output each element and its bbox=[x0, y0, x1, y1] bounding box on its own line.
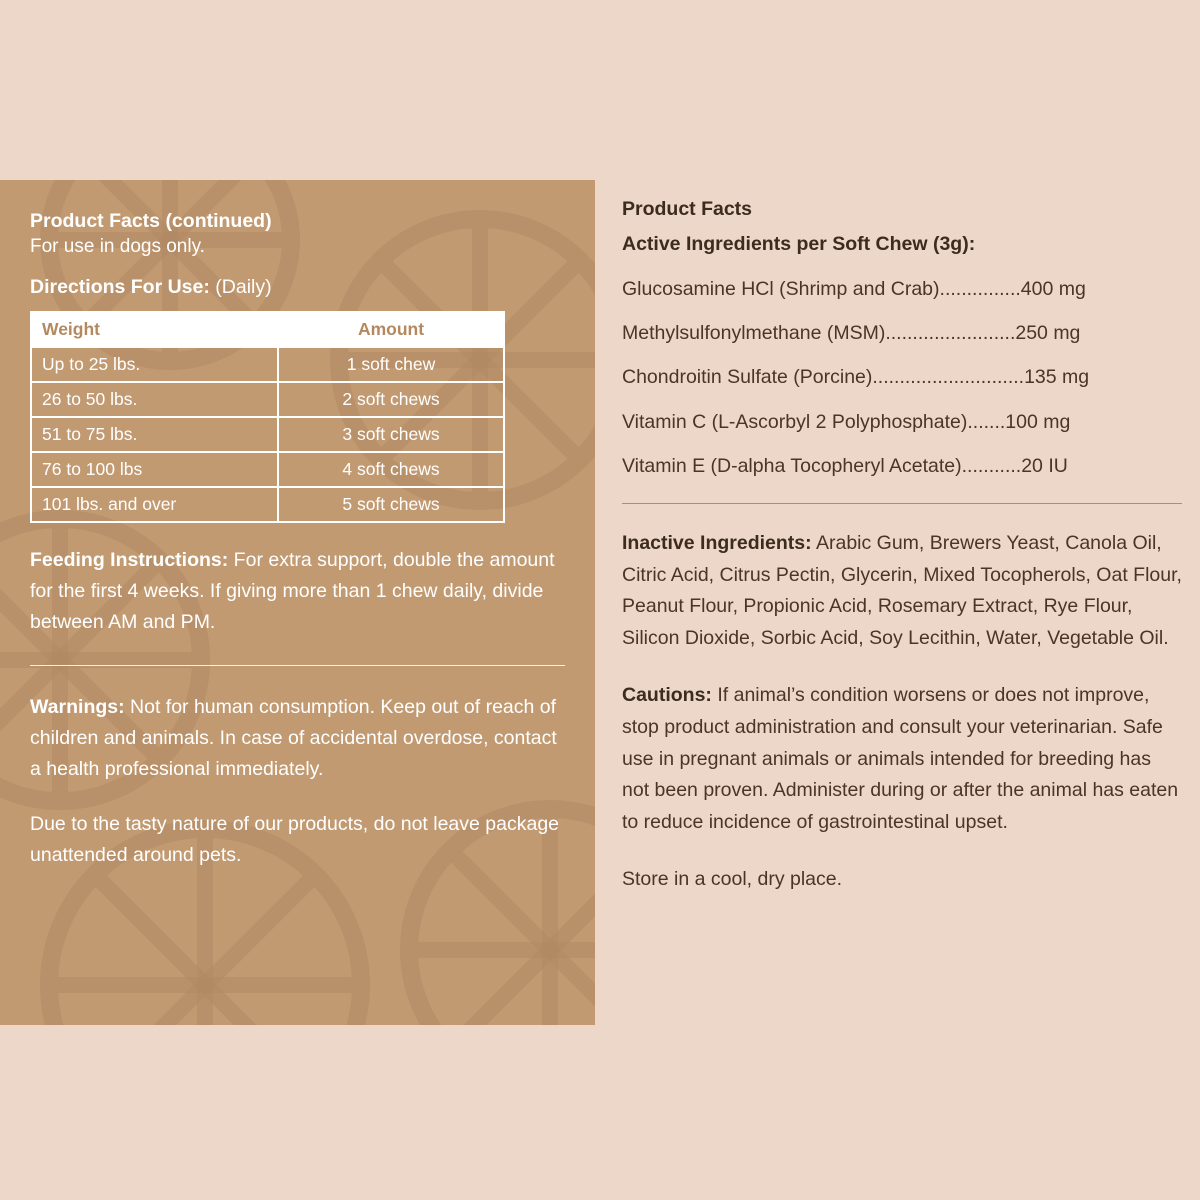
dosage-table bbox=[30, 311, 505, 523]
feeding-instructions bbox=[30, 545, 567, 639]
right-panel bbox=[622, 198, 1182, 922]
directions-heading bbox=[30, 276, 567, 299]
cell-amount: 5 soft chews bbox=[278, 487, 504, 522]
table-row bbox=[31, 382, 504, 417]
cautions-text: If animal’s condition worsens or does not improve, stop product administration and consult your veterinarian. Safe use in pregnant animals or animals intended for breeding has not been proven. Administer during or after the animal has eaten to reduce incidence of gastrointestinal upset. bbox=[622, 684, 1179, 833]
feeding-instructions-label: Feeding Instructions: bbox=[30, 549, 229, 571]
cell-weight: 76 to 100 lbs bbox=[31, 452, 278, 487]
inactive-ingredients-label: Inactive Ingredients: bbox=[622, 532, 812, 555]
table-row bbox=[31, 417, 504, 452]
directions-note: (Daily) bbox=[215, 276, 272, 298]
active-ingredient-item: Vitamin C (L-Ascorbyl 2 Polyphosphate).......100 mg bbox=[622, 410, 1071, 433]
left-panel-title: Product Facts (continued) bbox=[30, 210, 272, 232]
table-header-row bbox=[31, 312, 504, 347]
warnings-text: Not for human consumption. Keep out of reach of children and animals. In case of accidental overdose, contact a health professional immediately. bbox=[30, 695, 557, 780]
cell-amount: 2 soft chews bbox=[278, 382, 504, 417]
for-use-note: For use in dogs only. bbox=[30, 236, 205, 257]
active-ingredient-item: Glucosamine HCl (Shrimp and Crab)...............400 mg bbox=[622, 278, 1086, 300]
cell-weight: 101 lbs. and over bbox=[31, 487, 278, 522]
cautions bbox=[622, 680, 1182, 838]
cautions-label: Cautions: bbox=[622, 684, 712, 707]
inactive-ingredients bbox=[622, 528, 1182, 654]
tasty-nature-note: Due to the tasty nature of our products, do not leave package unattended around pets. bbox=[30, 813, 560, 867]
active-ingredients-heading: Active Ingredients per Soft Chew (3g): bbox=[622, 233, 976, 255]
column-header-amount: Amount bbox=[278, 312, 504, 347]
column-header-weight: Weight bbox=[31, 312, 278, 347]
right-divider bbox=[622, 503, 1182, 504]
left-panel bbox=[0, 180, 595, 1025]
inactive-ingredients-text: Arabic Gum, Brewers Yeast, Canola Oil, Citric Acid, Citrus Pectin, Glycerin, Mixed Tocopherols, Oat Flour, Peanut Flour, Propionic Acid, Rosemary Extract, Rye Flour, Silicon Dioxide, Sorbic Acid, Soy Lecithin, Water, Vegetable Oil. bbox=[622, 532, 1182, 649]
product-facts-title: Product Facts bbox=[622, 198, 753, 220]
cell-amount: 1 soft chew bbox=[278, 347, 504, 382]
storage-note: Store in a cool, dry place. bbox=[622, 868, 843, 891]
cell-amount: 4 soft chews bbox=[278, 452, 504, 487]
warnings-label: Warnings: bbox=[30, 695, 125, 718]
cell-amount: 3 soft chews bbox=[278, 417, 504, 452]
directions-label: Directions For Use: bbox=[30, 276, 210, 298]
cell-weight: 51 to 75 lbs. bbox=[31, 417, 278, 452]
cell-weight: Up to 25 lbs. bbox=[31, 347, 278, 382]
warnings bbox=[30, 692, 567, 786]
active-ingredient-item: Methylsulfonylmethane (MSM)........................250 mg bbox=[622, 322, 1081, 345]
table-row bbox=[31, 452, 504, 487]
table-row bbox=[31, 487, 504, 522]
active-ingredient-item: Chondroitin Sulfate (Porcine)............................135 mg bbox=[622, 366, 1090, 389]
active-ingredient-item: Vitamin E (D-alpha Tocopheryl Acetate)...........20 IU bbox=[622, 454, 1068, 477]
feeding-instructions-text: For extra support, double the amount for the first 4 weeks. If giving more than 1 chew daily, divide between AM and PM. bbox=[30, 549, 555, 634]
left-divider bbox=[30, 665, 565, 666]
cell-weight: 26 to 50 lbs. bbox=[31, 382, 278, 417]
table-row bbox=[31, 347, 504, 382]
